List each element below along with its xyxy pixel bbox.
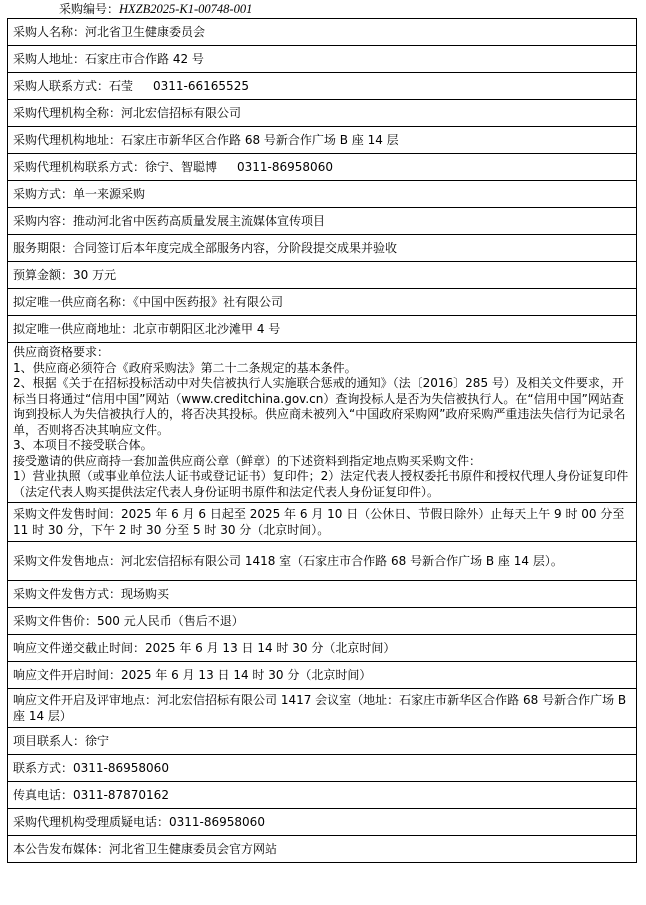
- table-row: [8, 728, 637, 755]
- requirement-item: 3、本项目不接受联合体。: [13, 438, 153, 452]
- table-row: [8, 503, 637, 542]
- contact-phone: 联系方式：0311-86958060: [8, 755, 637, 782]
- procurement-number-label: 采购编号：: [59, 2, 120, 16]
- table-row: [8, 154, 637, 181]
- purchaser-name: 采购人名称：河北省卫生健康委员会: [8, 19, 637, 46]
- agency-name: 采购代理机构全称：河北宏信招标有限公司: [8, 100, 637, 127]
- agency-contact-phone: 0311-86958060: [237, 160, 333, 174]
- fax-number: 传真电话：0311-87870162: [8, 782, 637, 809]
- purchaser-contact-label: 采购人联系方式：石莹: [13, 79, 134, 93]
- table-row: [8, 581, 637, 608]
- procurement-content: 采购内容：推动河北省中医药高质量发展主流媒体宣传项目: [8, 208, 637, 235]
- sale-location: 采购文件发售地点：河北宏信招标有限公司 1418 室（石家庄市合作路 68 号新合作广场 B 座 14 层）。: [8, 542, 637, 581]
- table-row: [8, 782, 637, 809]
- sale-time: 采购文件发售时间：2025 年 6 月 6 日起至 2025 年 6 月 10 日（公休日、节假日除外）止每天上午 9 时 00 分至 11 时 30 分，下午 2 时 30 分至 5 时 30 分（北京时间）。: [8, 503, 637, 542]
- table-row: [8, 755, 637, 782]
- requirement-item: 1）营业执照（或事业单位法人证书或登记证书）复印件；2）法定代表人授权委托书原件和授权代理人身份证复印件（法定代表人购买提供法定代表人身份证明书原件和法定代表人身份证复印件）。: [13, 469, 629, 499]
- table-row: [8, 635, 637, 662]
- requirements-heading: 供应商资格要求：: [13, 345, 110, 359]
- project-contact: 项目联系人：徐宁: [8, 728, 637, 755]
- document-price: 采购文件售价：500 元人民币（售后不退）: [8, 608, 637, 635]
- table-row: [8, 836, 637, 863]
- table-row: [8, 343, 637, 503]
- table-row: [8, 235, 637, 262]
- table-row: [8, 46, 637, 73]
- table-row: [8, 19, 637, 46]
- table-row: [8, 608, 637, 635]
- table-row: [8, 181, 637, 208]
- opening-time: 响应文件开启时间：2025 年 6 月 13 日 14 时 30 分（北京时间）: [8, 662, 637, 689]
- requirement-item: 2、根据《关于在招标投标活动中对失信被执行人实施联合惩戒的通知》（法〔2016〕285 号）及相关文件要求，开标当日将通过“信用中国”网站（www.creditchina.gov.cn）查询投标人是否为失信被执行人。在“信用中国”网站查询到投标人为失信被执行人的，将否决其投标。供应商未被列入“中国政府采购网”政府采购严重违法失信行为记录名单，否则将否决其响应文件。: [13, 376, 626, 437]
- table-row: [8, 316, 637, 343]
- table-row: [8, 809, 637, 836]
- opening-location: 响应文件开启及评审地点：河北宏信招标有限公司 1417 会议室（地址：石家庄市新华区合作路 68 号新合作广场 B 座 14 层）: [8, 689, 637, 728]
- table-row: [8, 289, 637, 316]
- table-row: [8, 208, 637, 235]
- complaint-phone: 采购代理机构受理质疑电话：0311-86958060: [8, 809, 637, 836]
- purchaser-contact: [8, 73, 637, 100]
- agency-contact: [8, 154, 637, 181]
- service-period: 服务期限：合同签订后本年度完成全部服务内容，分阶段提交成果并验收: [8, 235, 637, 262]
- table-row: [8, 542, 637, 581]
- supplier-requirements: [8, 343, 637, 503]
- purchaser-address: 采购人地址：石家庄市合作路 42 号: [8, 46, 637, 73]
- publication-media: 本公告发布媒体：河北省卫生健康委员会官方网站: [8, 836, 637, 863]
- announcement-table: [7, 18, 637, 863]
- requirement-item: 接受邀请的供应商持一套加盖供应商公章（鲜章）的下述资料到指定地点购买采购文件：: [13, 453, 482, 468]
- supplier-name: 拟定唯一供应商名称：《中国中医药报》社有限公司: [8, 289, 637, 316]
- supplier-address: 拟定唯一供应商地址：北京市朝阳区北沙滩甲 4 号: [8, 316, 637, 343]
- table-row: [8, 73, 637, 100]
- table-row: [8, 100, 637, 127]
- table-row: [8, 127, 637, 154]
- agency-contact-label: 采购代理机构联系方式：徐宁、智聪博: [13, 160, 218, 174]
- sale-method: 采购文件发售方式：现场购买: [8, 581, 637, 608]
- table-row: [8, 262, 637, 289]
- table-row: [8, 662, 637, 689]
- agency-address: 采购代理机构地址：石家庄市新华区合作路 68 号新合作广场 B 座 14 层: [8, 127, 637, 154]
- procurement-number-value: HXZB2025-K1-00748-001: [119, 2, 253, 16]
- procurement-number: [59, 0, 252, 18]
- purchaser-contact-phone: 0311-66165525: [153, 79, 249, 93]
- submission-deadline: 响应文件递交截止时间：2025 年 6 月 13 日 14 时 30 分（北京时间）: [8, 635, 637, 662]
- budget-amount: 预算金额：30 万元: [8, 262, 637, 289]
- table-row: [8, 689, 637, 728]
- requirement-item: 1、供应商必须符合《政府采购法》第二十二条规定的基本条件。: [13, 360, 357, 375]
- procurement-method: 采购方式：单一来源采购: [8, 181, 637, 208]
